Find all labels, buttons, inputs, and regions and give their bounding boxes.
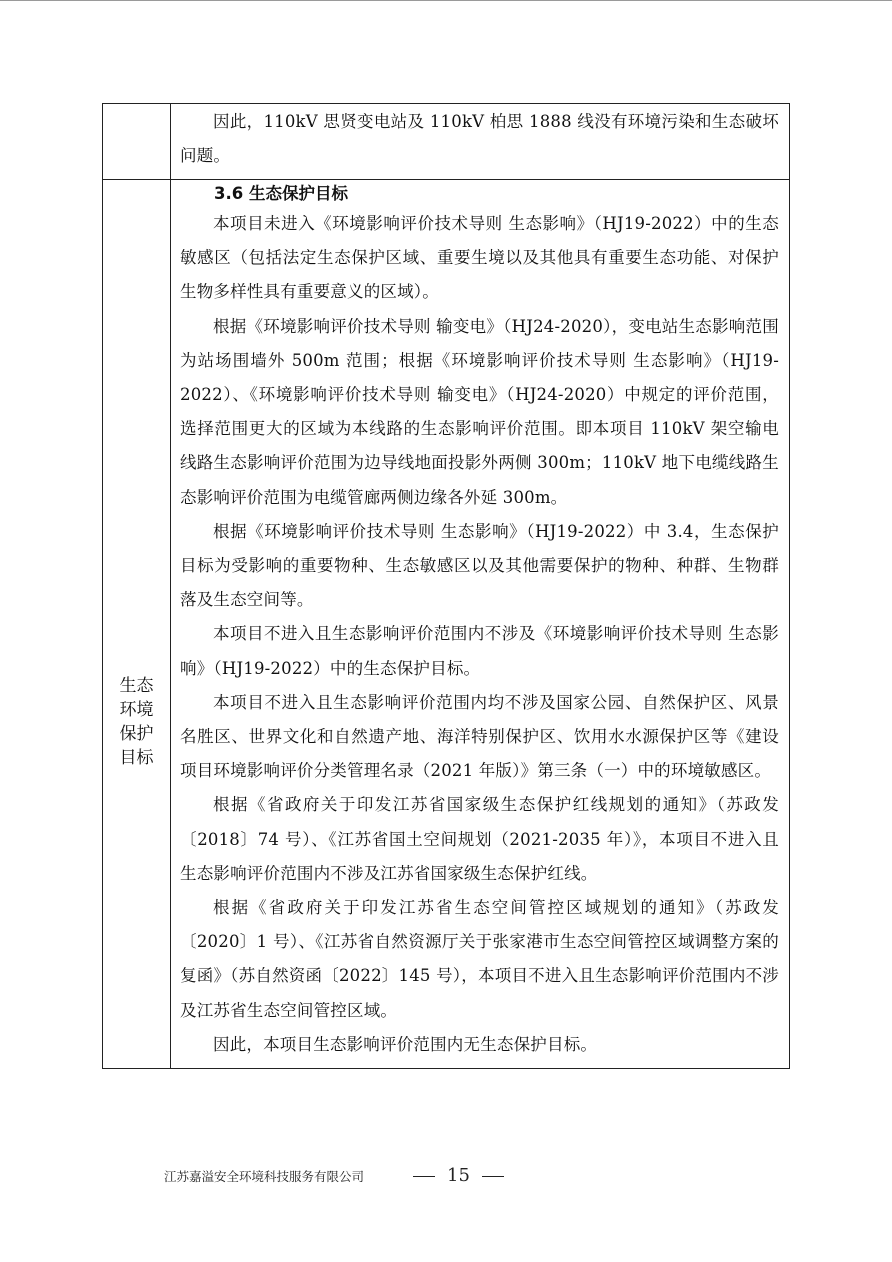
body-paragraph: 因此，本项目生态影响评价范围内无生态保护目标。 <box>213 1034 598 1054</box>
empty-label-cell <box>103 104 171 180</box>
footer-company: 江苏嘉溢安全环境科技服务有限公司 <box>164 1169 365 1184</box>
page-number: 15 <box>447 1165 470 1186</box>
top-border-line <box>0 0 892 1</box>
table-row-continuation <box>103 104 790 180</box>
body-paragraph: 根据《省政府关于印发江苏省生态空间管控区域规划的通知》（苏政发〔2020〕1 号）、《江苏省自然资源厅关于张家港市生态空间管控区域调整方案的复函》（苏自然资函〔2022〕145 号），本项目不进入且生态影响评价范围内不涉及江苏省生态空间管控区域。 <box>180 898 779 1020</box>
label-line: 环境 <box>119 700 154 720</box>
section-label <box>103 180 170 770</box>
continuation-paragraph: 因此，110kV 思贤变电站及 110kV 柏思 1888 线没有环境污染和生态破坏问题。 <box>180 112 779 165</box>
body-paragraph: 本项目未进入《环境影响评价技术导则 生态影响》（HJ19-2022）中的生态敏感区（包括法定生态保护区域、重要生境以及其他具有重要生态功能、对保护生物多样性具有重要意义的区域）。 <box>180 214 779 302</box>
page-number-group <box>401 1165 516 1186</box>
section-heading: 3.6 生态保护目标 <box>214 184 348 203</box>
section-label-cell <box>103 180 171 1069</box>
label-line: 目标 <box>119 748 154 768</box>
dash-left <box>413 1176 435 1177</box>
label-line: 生态 <box>119 676 154 696</box>
body-paragraph: 根据《省政府关于印发江苏省国家级生态保护红线规划的通知》（苏政发〔2018〕74 号）、《江苏省国土空间规划（2021-2035 年）》，本项目不进入且生态影响评价范围内不涉及江苏省国家级生态保护红线。 <box>180 795 779 883</box>
body-paragraph: 根据《环境影响评价技术导则 生态影响》（HJ19-2022）中 3.4，生态保护目标为受影响的重要物种、生态敏感区以及其他需要保护的物种、种群、生物群落及生态空间等。 <box>180 521 779 610</box>
body-paragraph: 本项目不进入且生态影响评价范围内均不涉及国家公园、自然保护区、风景名胜区、世界文化和自然遗产地、海洋特别保护区、饮用水水源保护区等《建设项目环境影响评价分类管理名录（2021 年版）》第三条（一）中的环境敏感区。 <box>180 692 779 781</box>
content-table <box>102 103 790 1069</box>
body-paragraph: 本项目不进入且生态影响评价范围内不涉及《环境影响评价技术导则 生态影响》（HJ19-2022）中的生态保护目标。 <box>180 624 779 678</box>
section-body-cell <box>171 180 790 1069</box>
table-row-eco-protection <box>103 180 790 1069</box>
page-footer <box>164 1165 764 1189</box>
continuation-cell <box>171 104 790 180</box>
dash-right <box>482 1176 504 1177</box>
label-line: 保护 <box>119 724 154 744</box>
body-paragraph: 根据《环境影响评价技术导则 输变电》（HJ24-2020），变电站生态影响范围为站场围墙外 500m 范围；根据《环境影响评价技术导则 生态影响》（HJ19-2022）、《环境影响评价技术导则 输变电》（HJ24-2020）中规定的评价范围，选择范围更大的区域为本线路的生态影响评价范围。即本项目 110kV 架空输电线路生态影响评价范围为边导线地面投影外两侧 300m；110kV 地下电缆线路生态影响评价范围为电缆管廊两侧边缘各外延 300m。 <box>180 316 779 507</box>
